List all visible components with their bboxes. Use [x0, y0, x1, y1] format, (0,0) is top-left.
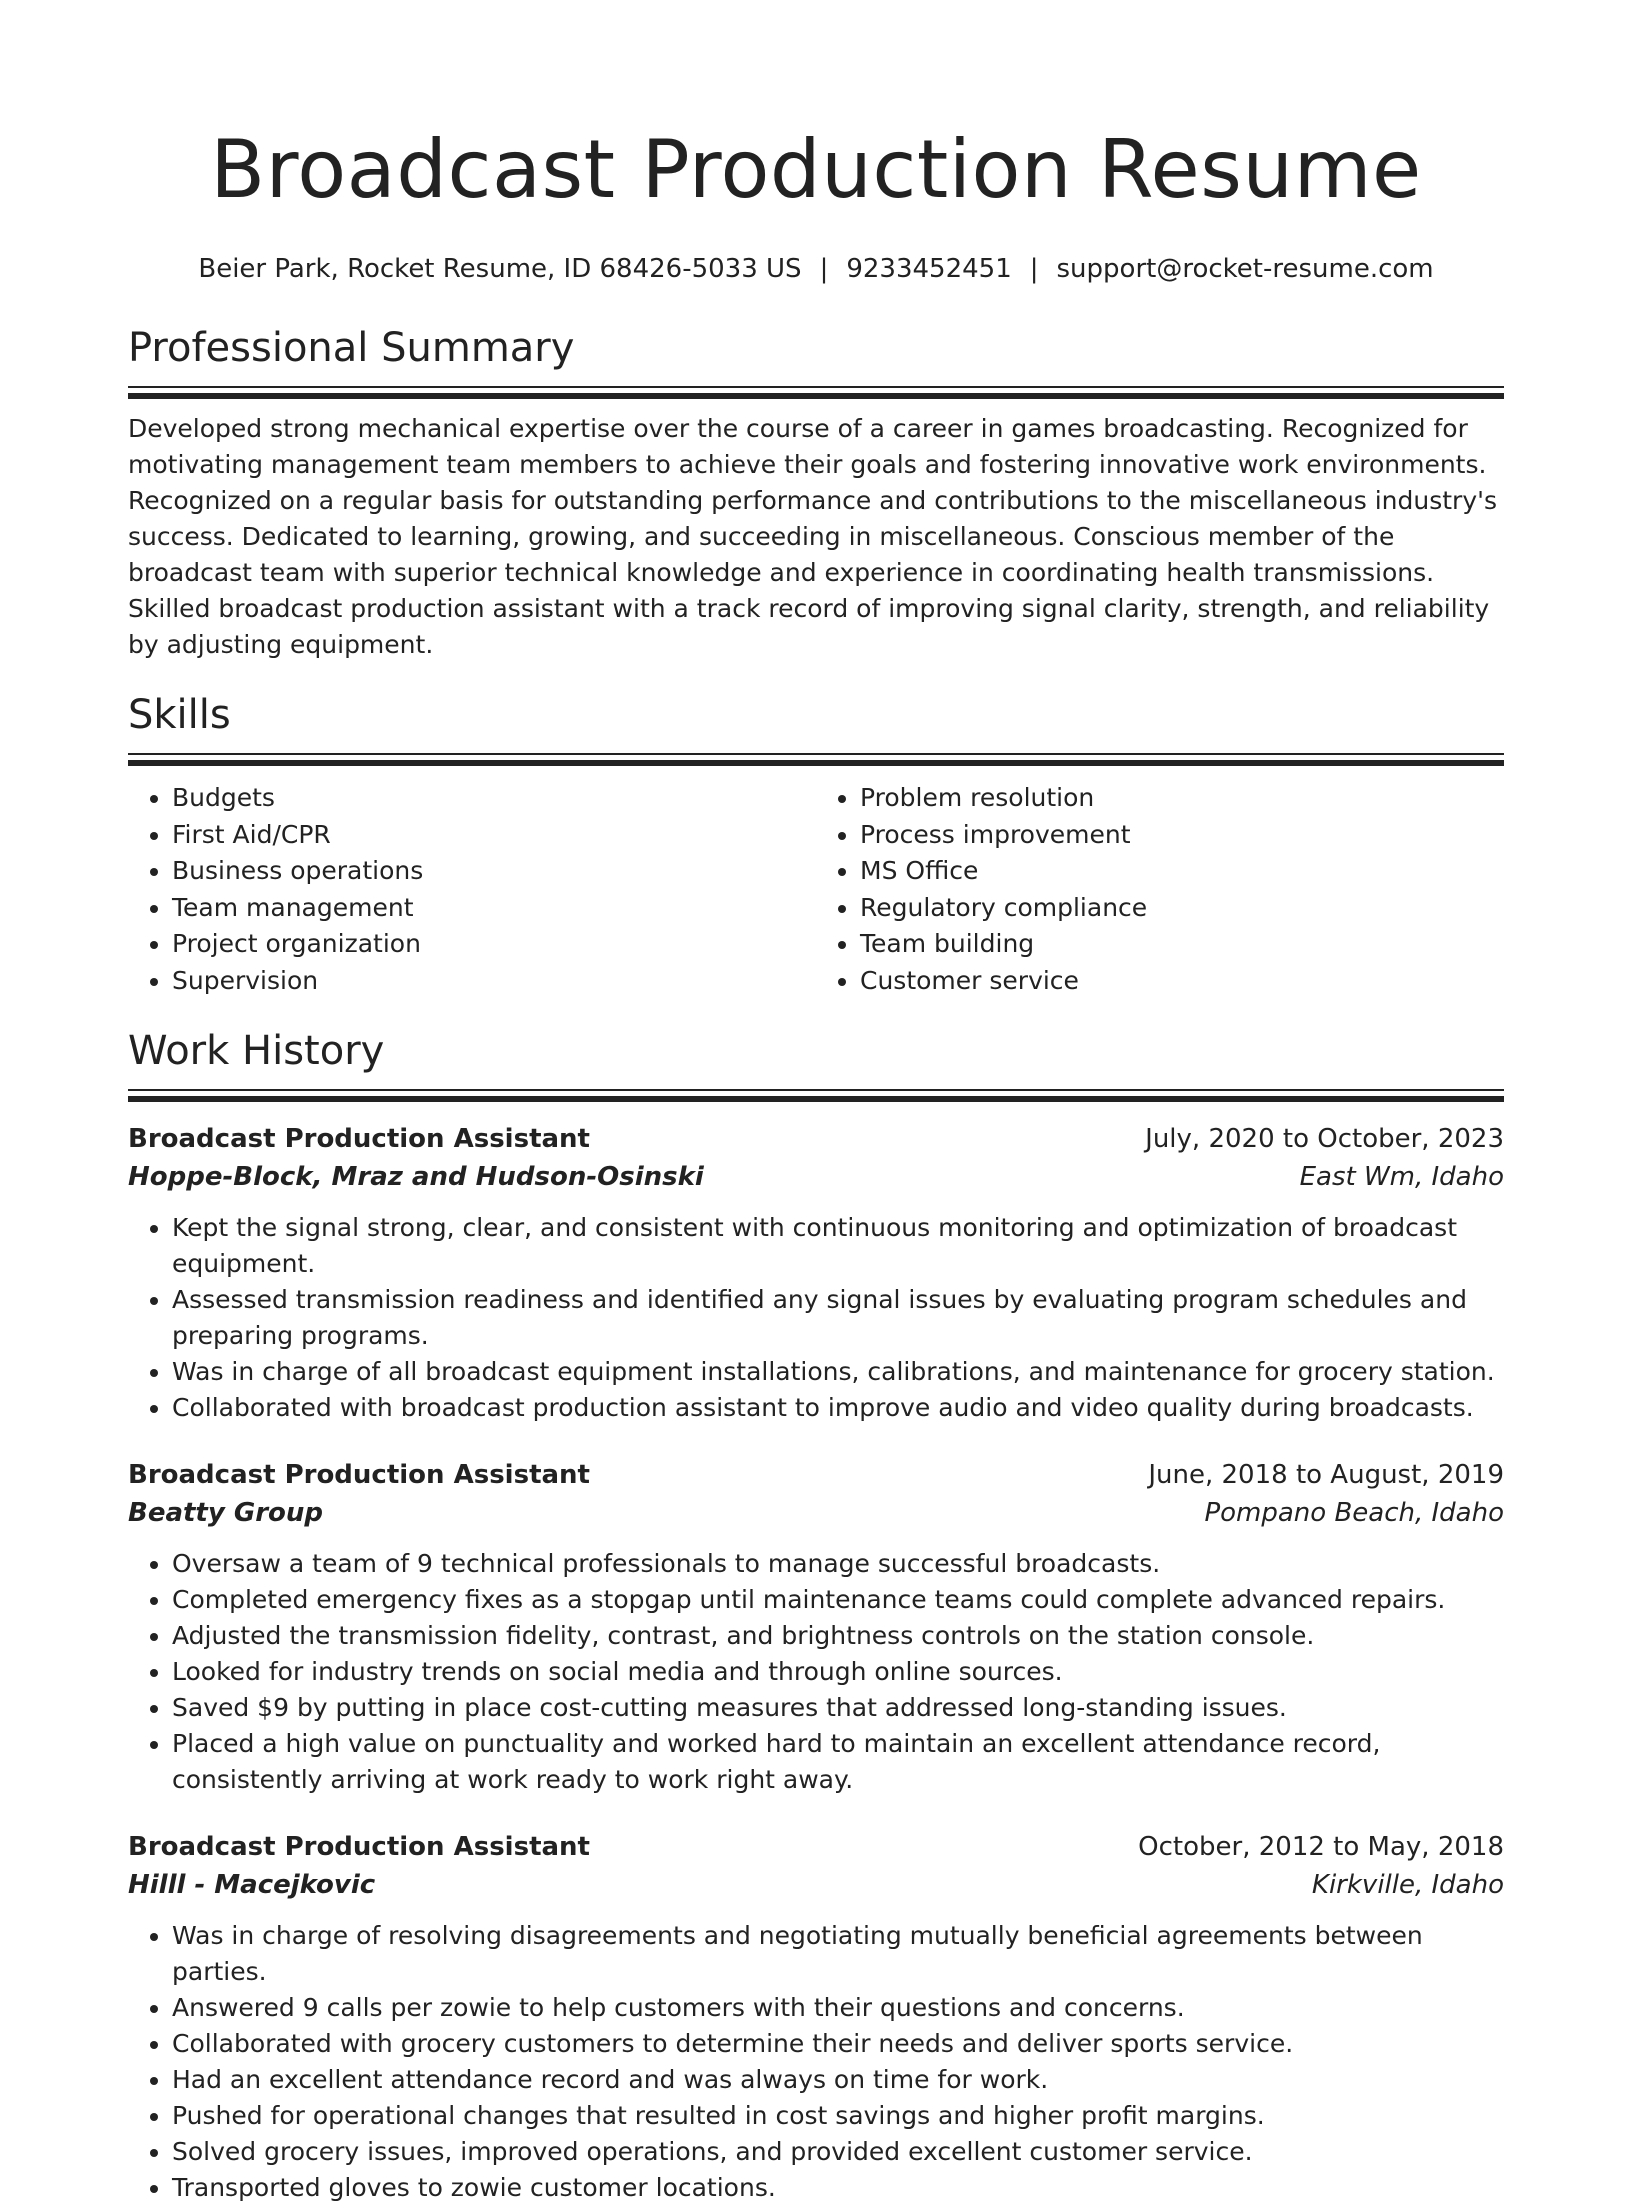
job-bullet-list [128, 1210, 1504, 1426]
job-company-row [128, 1494, 1504, 1532]
job-bullet: • Collaborated with grocery customers to determine their needs and deliver sports service. [172, 2026, 1504, 2062]
job-bullet-list [128, 1546, 1504, 1798]
job-title: Broadcast Production Assistant [128, 1460, 590, 1490]
skill-item: • Team building [860, 926, 1504, 963]
skill-item: • Customer service [860, 963, 1504, 1000]
skill-item: • Business operations [172, 853, 816, 890]
page-title: Broadcast Production Resume [210, 123, 1422, 216]
skill-item: • Supervision [172, 963, 816, 1000]
skill-item: • Problem resolution [860, 780, 1504, 817]
job-bullet: • Completed emergency fixes as a stopgap until maintenance teams could complete advanced repairs. [172, 1582, 1504, 1618]
skill-item: • Regulatory compliance [860, 890, 1504, 927]
job-bullet: • Placed a high value on punctuality and worked hard to maintain an excellent attendance record, consistently arriving at work ready to work right away. [172, 1726, 1504, 1798]
job-dates: July, 2020 to October, 2023 [1145, 1124, 1504, 1154]
job-bullet-list [128, 1918, 1504, 2206]
work-history-heading: Work History [128, 1028, 385, 1074]
job-bullet: • Adjusted the transmission fidelity, contrast, and brightness controls on the station console. [172, 1618, 1504, 1654]
skill-item: • First Aid/CPR [172, 817, 816, 854]
job-header-row [128, 1120, 1504, 1158]
skills-grid [128, 780, 1504, 999]
job-location: Kirkville, Idaho [1311, 1870, 1504, 1900]
job-bullet: • Transported gloves to zowie customer locations. [172, 2170, 1504, 2206]
contact-email[interactable]: support@rocket-resume.com [1056, 254, 1434, 284]
job-bullet: • Had an excellent attendance record and was always on time for work. [172, 2062, 1504, 2098]
job-company-row [128, 1158, 1504, 1196]
job-bullet: • Saved $9 by putting in place cost-cutting measures that addressed long-standing issues. [172, 1690, 1504, 1726]
skill-item: • Team management [172, 890, 816, 927]
section-divider [128, 386, 1504, 399]
skill-item: • Budgets [172, 780, 816, 817]
job-title: Broadcast Production Assistant [128, 1832, 590, 1862]
job-entry [128, 1456, 1504, 1798]
job-bullet: • Was in charge of resolving disagreements and negotiating mutually beneficial agreements between parties. [172, 1918, 1504, 1990]
job-location: East Wm, Idaho [1299, 1162, 1504, 1192]
job-header-row [128, 1456, 1504, 1494]
summary-text: Developed strong mechanical expertise over the course of a career in games broadcasting. Recognized for motivating management team members to achieve their goals and fostering innovative work environments. Recognized on a regular basis for outstanding performance and contributions to the miscellaneous industry's success. Dedicated to learning, growing, and succeeding in miscellaneous. Conscious member of the broadcast team with superior technical knowledge and experience in coordinating health transmissions. Skilled broadcast production assistant with a track record of improving signal clarity, strength, and reliability by adjusting equipment. [128, 414, 1498, 659]
contact-separator: | [1029, 254, 1039, 284]
skill-item: • Process improvement [860, 817, 1504, 854]
contact-address: Beier Park, Rocket Resume, ID 68426-5033 US [198, 254, 802, 284]
job-bullet: • Assessed transmission readiness and identified any signal issues by evaluating program schedules and preparing programs. [172, 1282, 1504, 1354]
job-location: Pompano Beach, Idaho [1204, 1498, 1504, 1528]
contact-line [128, 252, 1504, 286]
section-divider [128, 753, 1504, 766]
skills-heading: Skills [128, 692, 231, 738]
job-dates: October, 2012 to May, 2018 [1138, 1832, 1504, 1862]
job-entry [128, 1828, 1504, 2206]
job-bullet: • Collaborated with broadcast production assistant to improve audio and video quality during broadcasts. [172, 1390, 1504, 1426]
job-dates: June, 2018 to August, 2019 [1148, 1460, 1504, 1490]
job-entry [128, 1120, 1504, 1426]
skills-section [128, 689, 1504, 999]
job-bullet: • Answered 9 calls per zowie to help customers with their questions and concerns. [172, 1990, 1504, 2026]
skill-item: • Project organization [172, 926, 816, 963]
job-bullet: • Pushed for operational changes that resulted in cost savings and higher profit margins. [172, 2098, 1504, 2134]
contact-separator: | [819, 254, 829, 284]
skills-list-left [128, 780, 816, 999]
job-bullet: • Kept the signal strong, clear, and consistent with continuous monitoring and optimization of broadcast equipment. [172, 1210, 1504, 1282]
job-bullet: • Solved grocery issues, improved operations, and provided excellent customer service. [172, 2134, 1504, 2170]
skill-item: • MS Office [860, 853, 1504, 890]
section-divider [128, 1089, 1504, 1102]
summary-section [128, 322, 1504, 663]
job-bullet: • Looked for industry trends on social media and through online sources. [172, 1654, 1504, 1690]
job-company: Hoppe-Block, Mraz and Hudson-Osinski [128, 1162, 704, 1192]
job-bullet: • Was in charge of all broadcast equipment installations, calibrations, and maintenance for grocery station. [172, 1354, 1504, 1390]
job-header-row [128, 1828, 1504, 1866]
contact-phone: 9233452451 [846, 254, 1012, 284]
skills-list-right [816, 780, 1504, 999]
job-company: Beatty Group [128, 1498, 323, 1528]
job-title: Broadcast Production Assistant [128, 1124, 590, 1154]
work-history-section [128, 1025, 1504, 2206]
job-bullet: • Oversaw a team of 9 technical professionals to manage successful broadcasts. [172, 1546, 1504, 1582]
job-company-row [128, 1866, 1504, 1904]
summary-heading: Professional Summary [128, 325, 575, 371]
job-company: Hilll - Macejkovic [128, 1870, 376, 1900]
